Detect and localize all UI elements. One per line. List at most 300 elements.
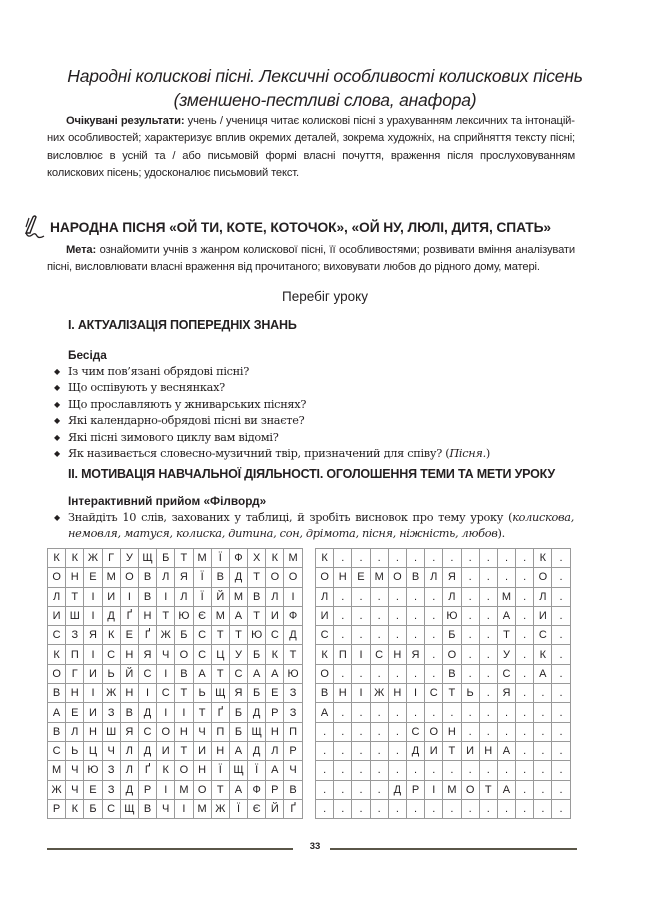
grid-cell: . <box>425 703 443 722</box>
grid-cell: . <box>516 587 534 606</box>
grid-cell: Ґ <box>138 761 156 780</box>
grid-cell: К <box>157 761 175 780</box>
bullet-icon: ◆ <box>54 367 60 376</box>
grid-cell: Е <box>84 568 102 587</box>
grid-cell: О <box>388 568 406 587</box>
grid-cell: . <box>552 780 570 799</box>
grid-cell: О <box>193 780 211 799</box>
grid-cell: О <box>175 645 193 664</box>
grid-cell: М <box>284 549 302 568</box>
grid-cell: Т <box>175 684 193 703</box>
grid-cell: О <box>425 722 443 741</box>
grid-cell: Д <box>406 741 424 760</box>
list-item: ◆ Що оспівують у веснянках? <box>54 380 490 396</box>
grid-cell: С <box>193 645 211 664</box>
grid-cell: . <box>552 703 570 722</box>
grid-cell: Е <box>66 703 84 722</box>
grid-cell: Щ <box>120 799 138 818</box>
grid-cell: . <box>552 587 570 606</box>
grid-cell: . <box>425 549 443 568</box>
grid-cell: Л <box>266 587 284 606</box>
grid-cell: Е <box>84 780 102 799</box>
grid-cell: Ґ <box>138 626 156 645</box>
goal-label: Мета: <box>66 244 97 256</box>
grid-cell: И <box>534 606 552 625</box>
grid-row <box>48 684 303 703</box>
grid-cell: И <box>266 606 284 625</box>
grid-cell: Н <box>334 684 352 703</box>
grid-cell: О <box>461 780 479 799</box>
grid-cell: . <box>552 799 570 818</box>
grid-cell: М <box>48 761 66 780</box>
grid-cell: Ґ <box>211 703 229 722</box>
grid-cell: Р <box>138 780 156 799</box>
grid-row <box>48 549 303 568</box>
grid-cell: . <box>425 761 443 780</box>
grid-row <box>316 780 571 799</box>
grid-cell: М <box>193 549 211 568</box>
grid-cell: М <box>193 799 211 818</box>
grid-cell: В <box>48 684 66 703</box>
grid-cell: . <box>425 626 443 645</box>
grid-cell: . <box>425 799 443 818</box>
grid-cell: М <box>175 780 193 799</box>
grid-cell: . <box>479 549 497 568</box>
grid-cell: . <box>370 722 388 741</box>
grid-cell: . <box>352 741 370 760</box>
grid-cell: К <box>266 549 284 568</box>
grid-cell: . <box>461 606 479 625</box>
grid-cell: . <box>334 587 352 606</box>
grid-cell: К <box>48 549 66 568</box>
grid-cell: Л <box>120 761 138 780</box>
grid-cell: Щ <box>138 549 156 568</box>
grid-cell: Ф <box>229 549 247 568</box>
grid-cell: И <box>461 741 479 760</box>
grid-cell: . <box>534 780 552 799</box>
lesson-course-heading: Перебіг уроку <box>282 289 368 304</box>
grid-cell: К <box>316 549 334 568</box>
grid-cell: . <box>388 587 406 606</box>
grid-cell: Т <box>284 645 302 664</box>
grid-cell: С <box>102 645 120 664</box>
grid-cell: . <box>425 606 443 625</box>
grid-cell: І <box>157 664 175 683</box>
grid-row <box>48 722 303 741</box>
grid-row <box>48 664 303 683</box>
grid-cell: Л <box>157 568 175 587</box>
grid-cell: . <box>461 568 479 587</box>
grid-cell: Ґ <box>284 799 302 818</box>
expected-results-text: учень / учениця читає колискові пісні з урахуванням лексичних та інтонаційних особливостей; характеризує вплив окремих деталей, зокрема художніх, на сприйняття тексту пісні; висловлює в усній та / або письмовій формі власні почуття, враження після прослуховуванням колискових пісень; удосконалює письмовий текст. <box>47 115 575 180</box>
grid-cell: А <box>497 741 515 760</box>
grid-row <box>48 645 303 664</box>
grid-cell: И <box>84 703 102 722</box>
grid-cell: Я <box>175 568 193 587</box>
grid-cell: Р <box>284 741 302 760</box>
grid-cell: Б <box>175 626 193 645</box>
grid-cell: . <box>316 799 334 818</box>
grid-cell: . <box>516 799 534 818</box>
grid-cell: Б <box>229 703 247 722</box>
grid-cell: Е <box>120 626 138 645</box>
grid-cell: Ч <box>157 799 175 818</box>
grid-cell: Ч <box>284 761 302 780</box>
footer-rule-left <box>47 848 293 850</box>
grid-cell: . <box>370 549 388 568</box>
grid-cell: О <box>266 568 284 587</box>
grid-cell: Н <box>66 568 84 587</box>
grid-cell: О <box>48 664 66 683</box>
grid-cell: С <box>102 799 120 818</box>
bullet-icon: ◆ <box>54 416 60 426</box>
grid-cell: Й <box>266 799 284 818</box>
grid-cell: Н <box>120 645 138 664</box>
grid-cell: В <box>443 664 461 683</box>
grid-cell: Ч <box>193 722 211 741</box>
grid-cell: Д <box>138 741 156 760</box>
bullet-icon: ◆ <box>54 449 60 459</box>
grid-cell: . <box>316 780 334 799</box>
grid-cell: . <box>388 799 406 818</box>
grid-cell: . <box>352 587 370 606</box>
grid-cell: . <box>443 549 461 568</box>
grid-cell: І <box>175 703 193 722</box>
grid-cell: І <box>84 587 102 606</box>
grid-cell: К <box>48 645 66 664</box>
grid-cell: . <box>370 761 388 780</box>
grid-row <box>316 645 571 664</box>
grid-cell: . <box>334 761 352 780</box>
grid-cell: Т <box>479 780 497 799</box>
grid-cell: . <box>461 549 479 568</box>
grid-cell: Я <box>120 722 138 741</box>
grid-cell: Ю <box>84 761 102 780</box>
grid-cell: . <box>516 626 534 645</box>
list-item: ◆ Як називається словесно-музичний твір, призначений для співу? (Пісня.) <box>54 446 490 462</box>
grid-cell: . <box>406 626 424 645</box>
grid-cell: . <box>406 703 424 722</box>
grid-cell: . <box>516 645 534 664</box>
footer-rule-right <box>330 848 577 850</box>
grid-cell: С <box>138 664 156 683</box>
grid-cell: З <box>284 703 302 722</box>
grid-row <box>48 761 303 780</box>
section-heading-text: НАРОДНА ПІСНЯ «ОЙ ТИ, КОТЕ, КОТОЧОК», «ОЙ НУ, ЛЮЛІ, ДИТЯ, СПАТЬ» <box>50 219 552 235</box>
pen-icon <box>22 214 48 240</box>
grid-cell: Л <box>266 741 284 760</box>
grid-cell: С <box>497 664 515 683</box>
grid-cell: Д <box>248 703 266 722</box>
grid-cell: . <box>479 722 497 741</box>
grid-cell: І <box>84 645 102 664</box>
grid-cell: П <box>66 645 84 664</box>
grid-cell: А <box>497 780 515 799</box>
grid-cell: І <box>284 587 302 606</box>
list-item: ◆ Які пісні зимового циклу вам відомі? <box>54 430 490 446</box>
grid-cell: Т <box>443 684 461 703</box>
grid-cell: . <box>497 568 515 587</box>
grid-cell: Л <box>120 741 138 760</box>
grid-cell: Д <box>388 780 406 799</box>
grid-cell: Н <box>66 684 84 703</box>
grid-cell: И <box>102 587 120 606</box>
answer-text: Пісня. <box>449 447 486 461</box>
grid-cell: . <box>352 722 370 741</box>
grid-cell: . <box>352 780 370 799</box>
grid-cell: И <box>425 741 443 760</box>
grid-cell: . <box>534 703 552 722</box>
grid-cell: С <box>316 626 334 645</box>
questions-list <box>54 364 490 462</box>
grid-cell: Т <box>211 780 229 799</box>
grid-cell: . <box>516 703 534 722</box>
grid-cell: И <box>316 606 334 625</box>
grid-cell: . <box>352 664 370 683</box>
expected-results <box>47 113 575 183</box>
grid-cell: . <box>461 645 479 664</box>
grid-cell: В <box>316 684 334 703</box>
grid-cell: В <box>48 722 66 741</box>
grid-cell: К <box>534 549 552 568</box>
grid-cell: М <box>497 587 515 606</box>
lesson-goal <box>47 242 575 277</box>
grid-cell: А <box>248 664 266 683</box>
grid-cell: Ч <box>66 761 84 780</box>
grid-cell: . <box>406 549 424 568</box>
grid-cell: . <box>406 664 424 683</box>
grid-row <box>48 626 303 645</box>
grid-cell: Н <box>266 722 284 741</box>
grid-cell: . <box>552 664 570 683</box>
grid-cell: Т <box>211 664 229 683</box>
grid-cell: . <box>406 799 424 818</box>
task-answers: колискова, немовля, матуся, колиска, дитина, сон, дрімота, пісня, ніжність, любов <box>68 511 574 541</box>
grid-cell: Р <box>266 780 284 799</box>
grid-row <box>316 799 571 818</box>
grid-cell: Ц <box>211 645 229 664</box>
grid-cell: С <box>48 626 66 645</box>
grid-cell: . <box>479 761 497 780</box>
grid-row <box>316 684 571 703</box>
grid-cell: Т <box>175 549 193 568</box>
grid-cell: Д <box>120 780 138 799</box>
grid-cell: Ї <box>193 587 211 606</box>
grid-cell: Н <box>443 722 461 741</box>
grid-cell: Н <box>84 722 102 741</box>
grid-cell: Л <box>534 587 552 606</box>
title-line-1: Народні колискові пісні. Лексичні особливості колискових пісень <box>67 66 583 86</box>
grid-cell: . <box>334 664 352 683</box>
grid-cell: З <box>102 780 120 799</box>
grid-cell: Л <box>316 587 334 606</box>
grid-cell: Щ <box>248 722 266 741</box>
grid-cell: Є <box>193 606 211 625</box>
grid-cell: . <box>479 645 497 664</box>
grid-cell: . <box>334 606 352 625</box>
grid-cell: А <box>229 606 247 625</box>
grid-cell: . <box>461 626 479 645</box>
grid-cell: . <box>388 761 406 780</box>
grid-cell: Н <box>388 645 406 664</box>
grid-cell: Ю <box>284 664 302 683</box>
grid-cell: П <box>334 645 352 664</box>
grid-cell: Ц <box>84 741 102 760</box>
grid-cell: . <box>443 703 461 722</box>
grid-cell: Ї <box>211 549 229 568</box>
grid-cell: Є <box>248 799 266 818</box>
grid-cell: Т <box>66 587 84 606</box>
grid-cell: К <box>316 645 334 664</box>
grid-cell: . <box>352 761 370 780</box>
grid-cell: . <box>406 587 424 606</box>
grid-cell: . <box>534 741 552 760</box>
grid-cell: . <box>406 606 424 625</box>
grid-cell: Ф <box>284 606 302 625</box>
grid-cell: Л <box>66 722 84 741</box>
grid-cell: Б <box>157 549 175 568</box>
grid-cell: А <box>316 703 334 722</box>
grid-cell: В <box>138 799 156 818</box>
grid-cell: Н <box>334 568 352 587</box>
grid-cell: І <box>157 587 175 606</box>
grid-cell: И <box>84 664 102 683</box>
list-item: ◆ Що прославляють у жниварських піснях? <box>54 397 490 413</box>
grid-cell: О <box>157 722 175 741</box>
grid-row <box>48 587 303 606</box>
grid-cell: В <box>406 568 424 587</box>
grid-cell: І <box>425 780 443 799</box>
grid-cell: . <box>497 722 515 741</box>
grid-cell: Я <box>406 645 424 664</box>
grid-cell: О <box>443 645 461 664</box>
grid-cell: Н <box>193 761 211 780</box>
grid-cell: . <box>388 549 406 568</box>
grid-cell: Х <box>248 549 266 568</box>
grid-cell: Ж <box>211 799 229 818</box>
bullet-icon: ◆ <box>54 399 60 409</box>
grid-cell: Л <box>175 587 193 606</box>
grid-cell: . <box>479 799 497 818</box>
grid-cell: М <box>443 780 461 799</box>
grid-cell: . <box>552 606 570 625</box>
grid-cell: В <box>120 703 138 722</box>
grid-cell: А <box>193 664 211 683</box>
grid-cell: . <box>552 684 570 703</box>
grid-cell: М <box>211 606 229 625</box>
grid-cell: . <box>370 606 388 625</box>
grid-cell: Б <box>248 684 266 703</box>
grid-row <box>316 549 571 568</box>
grid-cell: Ь <box>193 684 211 703</box>
grid-cell: Т <box>497 626 515 645</box>
grid-row <box>48 799 303 818</box>
grid-cell: . <box>370 587 388 606</box>
grid-cell: Д <box>102 606 120 625</box>
grid-cell: С <box>370 645 388 664</box>
grid-cell: В <box>138 568 156 587</box>
grid-cell: . <box>388 722 406 741</box>
grid-row <box>316 664 571 683</box>
grid-cell: И <box>157 741 175 760</box>
grid-cell: Ї <box>211 761 229 780</box>
grid-cell: Д <box>248 741 266 760</box>
grid-cell: С <box>48 741 66 760</box>
grid-row <box>316 761 571 780</box>
grid-cell: Й <box>120 664 138 683</box>
grid-cell: Ю <box>175 606 193 625</box>
grid-cell: К <box>66 549 84 568</box>
grid-cell: . <box>334 741 352 760</box>
grid-cell: І <box>84 684 102 703</box>
grid-cell: О <box>316 568 334 587</box>
grid-cell: Б <box>443 626 461 645</box>
part1-subheading: Бесіда <box>68 348 107 362</box>
grid-cell: Д <box>229 568 247 587</box>
grid-cell: . <box>370 780 388 799</box>
grid-cell: . <box>552 626 570 645</box>
grid-cell: Ю <box>248 626 266 645</box>
grid-cell: Й <box>211 587 229 606</box>
grid-cell: Т <box>211 626 229 645</box>
grid-cell: . <box>497 549 515 568</box>
grid-cell: І <box>157 703 175 722</box>
grid-row <box>316 626 571 645</box>
grid-cell: Ж <box>84 549 102 568</box>
grid-cell: В <box>284 780 302 799</box>
goal-text: ознайомити учнів з жанром колискової пісні, її особливостями; розвивати вміння аналізувати пісні, висловлювати власні враження від прочитаного; виховувати любов до рідного дому, матері. <box>47 244 575 274</box>
grid-cell: О <box>534 568 552 587</box>
grid-cell: У <box>497 645 515 664</box>
title-line-2: (зменшено-пестливі слова, анафора) <box>173 90 477 110</box>
grid-cell: А <box>229 741 247 760</box>
grid-cell: . <box>552 645 570 664</box>
grid-cell: І <box>406 684 424 703</box>
grid-cell: . <box>370 703 388 722</box>
grid-cell: . <box>461 761 479 780</box>
grid-row <box>48 741 303 760</box>
grid-cell: О <box>175 761 193 780</box>
grid-cell: С <box>266 626 284 645</box>
grid-cell: Г <box>102 549 120 568</box>
grid-cell: Е <box>352 568 370 587</box>
grid-cell: Ь <box>66 741 84 760</box>
grid-cell: І <box>120 587 138 606</box>
grid-row <box>316 703 571 722</box>
grid-cell: Ж <box>102 684 120 703</box>
grid-cell: . <box>516 722 534 741</box>
grid-cell: И <box>48 606 66 625</box>
grid-cell: Е <box>266 684 284 703</box>
grid-cell: М <box>370 568 388 587</box>
grid-cell: . <box>443 761 461 780</box>
grid-cell: Д <box>138 703 156 722</box>
grid-cell: І <box>138 684 156 703</box>
list-item: ◆ Із чим пов’язані обрядові пісні? <box>54 364 490 380</box>
part2-subheading: Інтерактивний прийом «Філворд» <box>68 494 267 508</box>
grid-cell: М <box>229 587 247 606</box>
grid-cell: Д <box>284 626 302 645</box>
grid-cell: . <box>334 549 352 568</box>
grid-cell: І <box>175 799 193 818</box>
grid-cell: Л <box>443 587 461 606</box>
grid-cell: П <box>284 722 302 741</box>
grid-cell: . <box>334 703 352 722</box>
grid-cell: Я <box>229 684 247 703</box>
grid-cell: . <box>516 780 534 799</box>
grid-cell: Т <box>248 606 266 625</box>
grid-cell: І <box>352 684 370 703</box>
